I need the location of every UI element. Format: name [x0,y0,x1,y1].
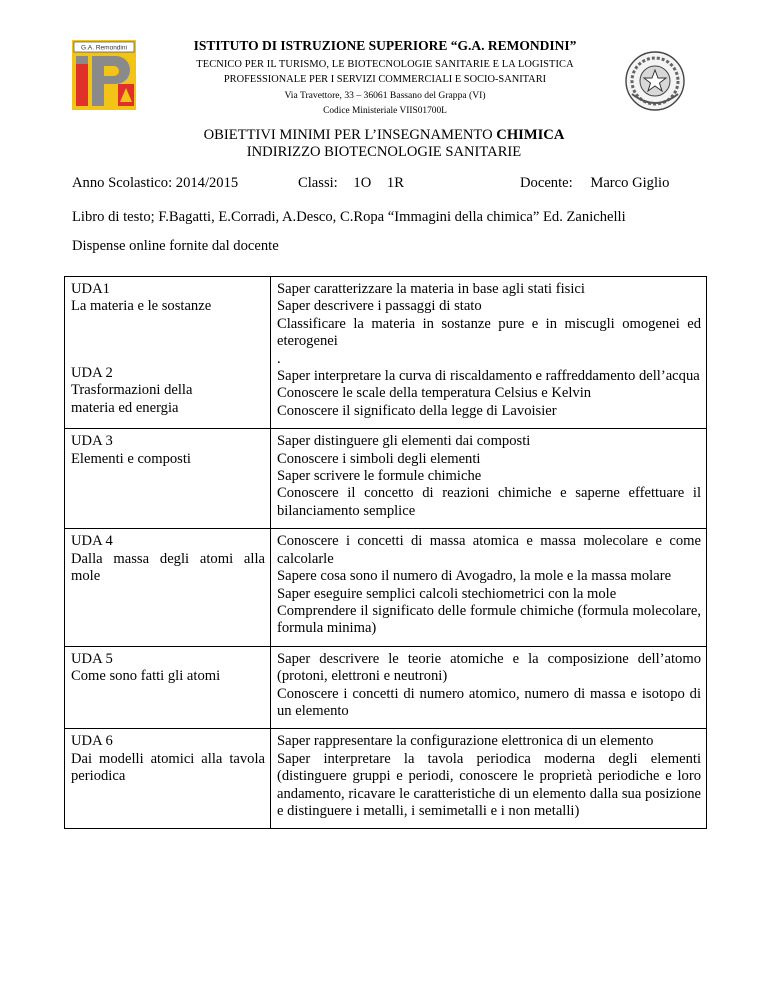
table-row [65,529,707,646]
online-handouts-note: Dispense online fornite dal docente [72,238,279,254]
unit-cell [65,646,271,729]
classes [298,175,404,192]
objectives-cell [271,277,707,429]
subject-name: CHIMICA [496,127,565,143]
objectives-cell [271,529,707,646]
objective-item: Saper rappresentare la configurazione elettronica di un elemento [277,733,654,750]
objective-item: Conoscere i concetti di numero atomico, numero di massa e isotopo di un elemento [277,685,701,719]
table-row [65,429,707,529]
institute-line-2: TECNICO PER IL TURISMO, LE BIOTECNOLOGIE SANITARIE E LA LOGISTICA [196,59,574,70]
class-1: 1O [353,175,372,191]
objective-item: Comprendere il significato delle formule chimiche (formula molecolare, formula minima) [277,602,701,637]
table-row [65,277,707,429]
document-title [0,127,768,144]
teacher [520,175,669,192]
objective-item: Conoscere i simboli degli elementi [277,450,481,467]
objective-item: Saper distinguere gli elementi dai composti [277,433,531,450]
unit-name: Dai modelli atomici alla tavola periodica [71,750,265,785]
institute-name: ISTITUTO DI ISTRUZIONE SUPERIORE “G.A. REMONDINI” [193,38,577,53]
teacher-name: Marco Giglio [590,175,670,191]
unit-cell [65,277,271,429]
objective-item: Classificare la materia in sostanze pure e in miscugli omogenei ed eterogenei [277,315,701,350]
objectives-cell [271,429,707,529]
school-logo [72,40,136,110]
objective-item: Conoscere le scale della temperatura Celsius e Kelvin [277,385,592,402]
objective-item: Saper descrivere le teorie atomiche e la composizione dell’atomo (protoni, elettroni e neutroni) [277,650,701,685]
objective-item: Saper interpretare la tavola periodica moderna degli elementi (distinguere gruppi e periodi, conoscere le proprietà periodiche e loro andamento, ricavare le caratteristiche di un elemento dalla sua posizione e distinguere i metalli, i semimetalli e i non metalli) [277,750,701,819]
textbook-reference: Libro di testo; F.Bagatti, E.Corradi, A.Desco, C.Ropa “Immagini della chimica” Ed. Zanichelli [72,209,626,225]
unit-code: UDA 5 [71,650,113,667]
unit-cell [65,529,271,646]
school-year: Anno Scolastico: 2014/2015 [72,175,239,191]
objectives-cell [271,729,707,829]
unit-cell [65,729,271,829]
unit-name: Trasformazioni della materia ed energia [71,382,193,416]
unit-name: Dalla massa degli atomi alla mole [71,550,265,585]
unit-code: UDA1 [71,281,110,297]
objective-item: Saper scrivere le formule chimiche [277,468,482,485]
table-row [65,729,707,829]
unit-code: UDA 4 [71,533,113,550]
institute-address: Via Travettore, 33 – 36061 Bassano del Grappa (VI) [284,90,486,101]
unit-cell [65,429,271,529]
objective-item: Conoscere il concetto di reazioni chimiche e saperne effettuare il bilanciamento semplice [277,485,701,519]
unit-name: Come sono fatti gli atomi [71,668,221,685]
ministerial-code: Codice Ministeriale VIIS01700L [323,106,447,116]
unit-code: UDA 3 [71,433,113,450]
objective-item: Conoscere il significato della legge di Lavoisier [277,402,557,419]
objective-item: . [277,350,281,367]
unit-name: La materia e le sostanze [71,298,212,315]
italian-republic-emblem [624,50,686,112]
objective-item: Saper eseguire semplici calcoli stechiometrici con la mole [277,585,617,602]
objective-item: Saper descrivere i passaggi di stato [277,298,482,315]
objectives-cell [271,646,707,729]
title-prefix: OBIETTIVI MINIMI PER L’INSEGNAMENTO [203,127,497,143]
objective-item: Saper interpretare la curva di riscaldamento e raffreddamento dell’acqua [277,368,700,385]
logo-text: G.A. Remondini [81,44,127,52]
table-row [65,646,707,729]
classes-label: Classi: [298,175,338,191]
unit-name: Elementi e composti [71,450,191,467]
objective-item: Saper caratterizzare la materia in base agli stati fisici [277,281,585,297]
objective-item: Sapere cosa sono il numero di Avogadro, la mole e la massa molare [277,568,672,585]
teacher-label: Docente: [520,175,573,191]
unit-code: UDA 2 [71,364,113,381]
class-2: 1R [386,175,404,191]
document-subtitle: INDIRIZZO BIOTECNOLOGIE SANITARIE [246,144,522,160]
objective-item: Conoscere i concetti di massa atomica e massa molecolare e come calcolarle [277,533,701,567]
unit-code: UDA 6 [71,733,113,750]
institute-line-3: PROFESSIONALE PER I SERVIZI COMMERCIALI E SOCIO-SANITARI [223,74,547,85]
objectives-table [64,276,707,829]
